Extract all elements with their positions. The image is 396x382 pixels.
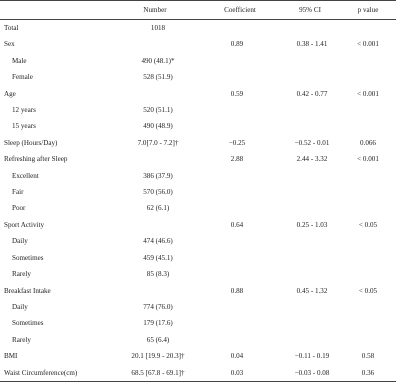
row-label: Age <box>4 89 16 98</box>
cell-ci: 0.42 - 0.77 <box>296 89 328 98</box>
table-row <box>0 102 396 118</box>
row-label: Sex <box>4 40 15 49</box>
cell-p-value <box>340 266 396 282</box>
cell-ci <box>280 315 340 331</box>
cell-number: 65 (6.4) <box>146 335 170 344</box>
cell-p-value <box>340 299 396 315</box>
table-row <box>0 217 396 233</box>
row-label: Poor <box>12 204 26 213</box>
cell-ci: 0.45 - 1.32 <box>296 286 328 295</box>
cell-coefficient <box>200 200 280 216</box>
row-label: Daily <box>12 302 28 311</box>
row-label: Sometimes <box>12 319 44 328</box>
cell-coefficient <box>200 332 280 348</box>
cell-coefficient: 0.88 <box>230 286 244 295</box>
header-variable <box>0 1 110 20</box>
cell-ci <box>280 118 340 134</box>
cell-number <box>110 86 200 102</box>
cell-coefficient <box>200 53 280 69</box>
table-row <box>0 20 396 37</box>
table-header <box>0 1 396 20</box>
cell-number: 570 (56.0) <box>143 188 173 197</box>
cell-p-value <box>340 53 396 69</box>
table-row <box>0 266 396 282</box>
cell-p-value: 0.58 <box>361 352 375 361</box>
cell-number <box>110 151 200 167</box>
row-label: BMI <box>4 352 18 361</box>
header-ci: 95% CI <box>280 1 340 20</box>
cell-coefficient <box>200 102 280 118</box>
cell-coefficient <box>200 233 280 249</box>
table-row <box>0 200 396 216</box>
table-row <box>0 348 396 364</box>
table-row <box>0 151 396 167</box>
row-label: Refreshing after Sleep <box>4 155 68 164</box>
header-row <box>0 1 396 20</box>
table-row <box>0 332 396 348</box>
cell-p-value <box>340 332 396 348</box>
row-label: Waist Circumference(cm) <box>0 365 110 382</box>
cell-ci: 0.38 - 1.41 <box>296 40 328 49</box>
table-body <box>0 20 396 382</box>
cell-ci <box>280 168 340 184</box>
cell-ci <box>280 184 340 200</box>
cell-ci <box>280 233 340 249</box>
cell-coefficient <box>200 315 280 331</box>
cell-ci <box>280 69 340 85</box>
cell-coefficient <box>200 118 280 134</box>
cell-p-value: 0.36 <box>340 365 396 382</box>
cell-number <box>110 217 200 233</box>
cell-p-value <box>340 200 396 216</box>
row-label: 15 years <box>12 122 36 131</box>
cell-p-value <box>340 102 396 118</box>
cell-p-value: < 0.05 <box>358 286 378 295</box>
cell-ci: 2.44 - 3.32 <box>296 155 328 164</box>
cell-coefficient: 2.88 <box>230 155 244 164</box>
cell-ci <box>280 266 340 282</box>
table-row <box>0 315 396 331</box>
cell-coefficient: 0.64 <box>230 220 244 229</box>
cell-p-value: < 0.001 <box>357 89 379 98</box>
cell-number: 20.1 [19.9 - 20.3]† <box>131 352 185 361</box>
table-row <box>0 168 396 184</box>
table-row <box>0 250 396 266</box>
cell-p-value <box>340 168 396 184</box>
table-row <box>0 233 396 249</box>
row-label: Sometimes <box>12 253 44 262</box>
cell-number: 490 (48.1)* <box>141 56 175 65</box>
cell-number: 1018 <box>150 24 166 32</box>
table-row <box>0 36 396 52</box>
cell-coefficient: 0.03 <box>200 365 280 382</box>
cell-p-value <box>340 118 396 134</box>
cell-coefficient <box>200 250 280 266</box>
cell-ci: −0.03 - 0.08 <box>280 365 340 382</box>
cell-coefficient <box>200 266 280 282</box>
cell-coefficient: −0.25 <box>228 138 246 147</box>
cell-p-value <box>340 69 396 85</box>
table-row <box>0 86 396 102</box>
cell-number: 520 (51.1) <box>143 106 173 115</box>
cell-p-value <box>340 184 396 200</box>
cell-p-value: < 0.05 <box>358 220 378 229</box>
table-row <box>0 69 396 85</box>
cell-ci <box>280 250 340 266</box>
row-label: Excellent <box>12 171 39 180</box>
cell-number: 68.5 [67.8 - 69.1]† <box>110 365 200 382</box>
row-label: 12 years <box>12 106 36 115</box>
table-row <box>0 184 396 200</box>
cell-ci <box>280 20 340 37</box>
row-label: Sport Activity <box>4 220 45 229</box>
cell-number: 474 (46.6) <box>143 237 173 246</box>
table-row <box>0 283 396 299</box>
cell-ci: 0.25 - 1.03 <box>296 220 328 229</box>
cell-number: 62 (6.1) <box>146 204 170 213</box>
cell-number: 386 (37.9) <box>143 171 173 180</box>
cell-ci: −0.11 - 0.19 <box>294 352 330 361</box>
cell-p-value <box>340 250 396 266</box>
cell-number <box>110 283 200 299</box>
cell-number: 490 (48.9) <box>143 122 173 131</box>
cell-number <box>110 36 200 52</box>
cell-coefficient: 0.89 <box>230 40 244 49</box>
cell-coefficient <box>200 168 280 184</box>
cell-p-value <box>340 233 396 249</box>
cell-p-value: 0.066 <box>360 138 376 147</box>
table-row <box>0 135 396 151</box>
cell-number: 179 (17.6) <box>143 319 173 328</box>
row-label: Rarely <box>12 335 31 344</box>
table-row <box>0 299 396 315</box>
header-number: Number <box>110 1 200 20</box>
cell-coefficient <box>200 299 280 315</box>
cell-p-value: < 0.001 <box>357 40 379 49</box>
cell-p-value <box>340 315 396 331</box>
cell-coefficient <box>200 20 280 37</box>
row-label: Sleep (Hours/Day) <box>4 138 58 147</box>
row-label: Rarely <box>12 270 31 279</box>
row-label: Male <box>12 56 27 65</box>
row-label: Fair <box>12 188 24 197</box>
cell-ci <box>280 53 340 69</box>
cell-coefficient: 0.59 <box>230 89 244 98</box>
row-label: Total <box>4 24 19 32</box>
cell-ci <box>280 332 340 348</box>
cell-ci <box>280 299 340 315</box>
cell-number: 7.0[7.0 - 7.2]† <box>137 138 179 147</box>
cell-p-value <box>340 20 396 37</box>
cell-coefficient: 0.04 <box>230 352 244 361</box>
row-label: Breakfast Intake <box>4 286 51 295</box>
cell-number: 528 (51.9) <box>143 73 173 82</box>
header-coefficient: Coefficient <box>200 1 280 20</box>
table-row <box>0 118 396 134</box>
row-label: Daily <box>12 237 28 246</box>
cell-ci: −0.52 - 0.01 <box>294 138 330 147</box>
header-p-value: p value <box>340 1 396 20</box>
cell-number: 85 (8.3) <box>146 270 170 279</box>
cell-coefficient <box>200 184 280 200</box>
row-label: Female <box>12 73 33 82</box>
table-row <box>0 365 396 382</box>
cell-ci <box>280 200 340 216</box>
cell-number: 774 (76.0) <box>143 302 173 311</box>
cell-number: 459 (45.1) <box>143 253 173 262</box>
table-row <box>0 53 396 69</box>
cell-p-value: < 0.001 <box>357 155 379 164</box>
cell-ci <box>280 102 340 118</box>
cell-coefficient <box>200 69 280 85</box>
